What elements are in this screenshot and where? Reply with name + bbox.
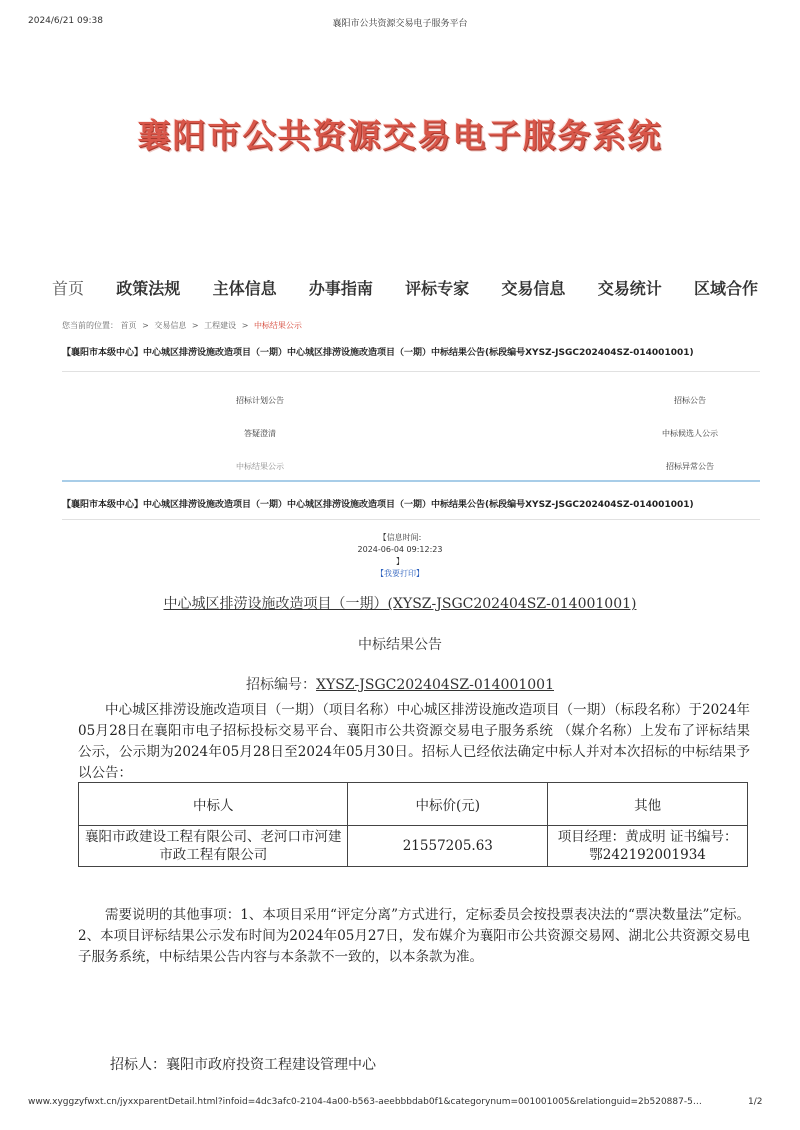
bid-number-label: 招标编号： (245, 677, 316, 693)
info-time-close: 】 (396, 557, 404, 566)
nav-item-regional[interactable]: 区域合作 (693, 278, 758, 298)
bid-number-line (0, 674, 800, 694)
link-clarification[interactable]: 答疑澄清 (244, 429, 276, 438)
table-cell-other: 项目经理：黄成明 证书编号：鄂242192001934 (548, 826, 748, 867)
document-title: 中心城区排涝设施改造项目（一期）(XYSZ-JSGC202404SZ-014001001) (163, 596, 637, 612)
nav-item-trade-info[interactable]: 交易信息 (501, 278, 566, 298)
table-header-row (79, 783, 748, 826)
bid-number-value: XYSZ-JSGC202404SZ-014001001 (315, 677, 554, 693)
print-link[interactable]: 【我要打印】 (376, 569, 424, 578)
print-url: www.xyggzyfwxt.cn/jyxxparentDetail.html?infoid=4dc3afc0-2104-4a00-b563-aeebbbdab0f1&categorynum=001001005&relationguid=2b520887-5… (28, 1097, 702, 1107)
table-header-winner: 中标人 (79, 783, 348, 826)
table-row (79, 826, 748, 867)
nav-item-home[interactable]: 首页 (52, 278, 85, 298)
table-cell-winner: 襄阳市政建设工程有限公司、老河口市河建市政工程有限公司 (79, 826, 348, 867)
main-nav (40, 272, 770, 302)
breadcrumb-prefix: 您当前的位置： (62, 321, 118, 330)
divider-blue (62, 480, 760, 482)
document-subtitle: 中标结果公告 (358, 637, 442, 653)
breadcrumb-separator: > (142, 321, 149, 330)
table-cell-price: 21557205.63 (348, 826, 548, 867)
site-banner-title: 襄阳市公共资源交易电子服务系统 (137, 116, 663, 155)
breadcrumb-current[interactable]: 中标结果公示 (253, 321, 302, 330)
print-page-title: 襄阳市公共资源交易电子服务平台 (332, 19, 468, 29)
nav-item-experts[interactable]: 评标专家 (405, 278, 470, 298)
print-page-number: 1/2 (748, 1097, 763, 1107)
breadcrumb-separator: > (191, 321, 199, 330)
link-candidate-publicity[interactable]: 中标候选人公示 (662, 429, 718, 438)
notes-paragraph: 需要说明的其他事项：1、本项目采用“评定分离”方式进行，定标委员会按投票表决法的“票决数量法”定标。2、本项目评标结果公示发布时间为2024年05月27日，发布媒介为襄阳市公共资源交易网、湖北公共资源交易电子服务系统，中标结果公告内容与本条款不一致的，以本条款为准。 (78, 907, 750, 965)
link-bid-notice[interactable]: 招标公告 (674, 396, 706, 405)
nav-item-trade-stats[interactable]: 交易统计 (597, 278, 662, 298)
notice-headline-repeat: 【襄阳市本级中心】中心城区排涝设施改造项目（一期）中心城区排涝设施改造项目（一期）中标结果公告(标段编号XYSZ-JSGC202404SZ-014001001) (62, 500, 694, 510)
nav-item-guide[interactable]: 办事指南 (308, 278, 373, 298)
link-result-publicity[interactable]: 中标结果公示 (236, 462, 284, 471)
divider (62, 371, 760, 372)
table-header-other: 其他 (548, 783, 748, 826)
divider (62, 519, 760, 520)
link-abnormal-notice[interactable]: 招标异常公告 (666, 462, 714, 471)
result-table (78, 782, 748, 867)
table-header-price: 中标价(元) (348, 783, 548, 826)
info-time-block (0, 532, 800, 580)
breadcrumb-engineering[interactable]: 工程建设 (204, 321, 237, 330)
nav-item-entity-info[interactable]: 主体信息 (212, 278, 277, 298)
notice-headline: 【襄阳市本级中心】中心城区排涝设施改造项目（一期）中心城区排涝设施改造项目（一期）中标结果公告(标段编号XYSZ-JSGC202404SZ-014001001) (62, 348, 694, 358)
link-bid-plan[interactable]: 招标计划公告 (236, 396, 284, 405)
tenderer-signature: 招标人：襄阳市政府投资工程建设管理中心 (110, 1057, 376, 1073)
breadcrumb-trade-info[interactable]: 交易信息 (154, 321, 187, 330)
info-time-value: 2024-06-04 09:12:23 (357, 545, 443, 554)
info-time-label: 【信息时间: (378, 533, 422, 542)
breadcrumb-separator: > (241, 321, 249, 330)
intro-paragraph: 中心城区排涝设施改造项目（一期）（项目名称）中心城区排涝设施改造项目（一期）（标段名称）于2024年05月28日在襄阳市电子招标投标交易平台、襄阳市公共资源交易电子服务系统 （媒介名称）上发布了评标结果公示，公示期为2024年05月28日至2024年05月30日。招标人已经依法确定中标人并对本次招标的中标结果予以公告： (78, 702, 750, 781)
breadcrumb (62, 320, 302, 331)
nav-item-policy[interactable]: 政策法规 (116, 278, 181, 298)
breadcrumb-home[interactable]: 首页 (120, 321, 137, 330)
print-datetime: 2024/6/21 09:38 (28, 16, 103, 26)
